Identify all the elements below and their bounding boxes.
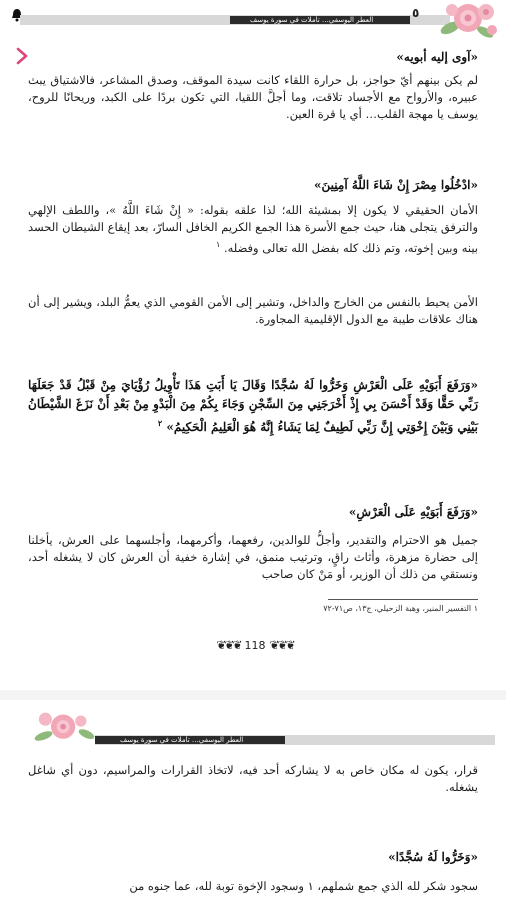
- section-heading: «آوى إليه أبويه»: [396, 50, 478, 64]
- quran-verse: [28, 376, 478, 437]
- header-page-number: ٥: [412, 6, 420, 20]
- page-separator: [0, 690, 506, 700]
- paragraph: قرار، يكون له مكان خاص به لا يشاركه أحد فيه، لاتخاذ القرارات والمراسيم، دون أي شاغل يشغله.: [28, 763, 478, 794]
- leaf-ornament-icon: ❦❦❦: [269, 638, 294, 652]
- next-page-chevron-icon[interactable]: [12, 46, 32, 66]
- header-title: العطر اليوسفي… تأملات في سورة يوسف: [120, 736, 244, 744]
- verse-text: «وَرَفَعَ أَبَوَيْهِ عَلَى الْعَرْشِ وَخَرُّوا لَهُ سُجَّدًا وَقَالَ يَا أَبَتِ هَذَا تَأْوِيلُ رُؤْيَايَ مِنْ قَبْلُ قَدْ جَعَلَهَا رَبِّي حَقًّا وَقَدْ أَحْسَنَ بِي إِذْ أَخْرَجَنِي مِنَ السِّجْنِ وَجَاءَ بِكُمْ مِنَ الْبَدْوِ مِنْ بَعْدِ أَنْ نَزَغَ الشَّيْطَانُ بَيْنِي وَبَيْنَ إِخْوَتِي إِنَّ رَبِّي لَطِيفٌ لِمَا يَشَاءُ إِنَّهُ هُوَ الْعَلِيمُ الْحَكِيمُ»: [28, 378, 478, 434]
- page-number: 118: [244, 638, 266, 652]
- flower-decoration-icon: [430, 0, 500, 45]
- footnote-divider: [328, 599, 478, 600]
- section-heading: «وَرَفَعَ أَبَوَيْهِ عَلَى الْعَرْشِ»: [348, 505, 478, 519]
- paragraph-text: الأمان الحقيقي لا يكون إلا بمشيئة الله؛ لذا علقه بقوله: « إِنْ شَاءَ اللَّهُ »، واللطف الإلهي والترفق يتجلى هنا، حيث جمع الأسرة هذا الجمع الكريم الخافل السارّ، بعد إيقاع الشيطان الحسد بينه وبين إخوته، وتم ذلك كله بفضل الله تعالى وفضله.: [28, 203, 478, 255]
- section-heading: «وَخَرُّوا لَهُ سُجَّدًا»: [388, 850, 478, 864]
- flower-decoration-icon: [32, 708, 98, 750]
- paragraph: [28, 202, 478, 257]
- paragraph: سجود شكر لله الذي جمع شملهم، ١ وسجود الإخوة توبة لله، عما جنوه من: [129, 879, 478, 893]
- footnote-marker[interactable]: ٢: [157, 418, 163, 428]
- page-2: [0, 700, 506, 900]
- footnote: ١ التفسير المنير، وهبة الزحيلي، ج١٣، ص٧١-٧٢: [323, 604, 478, 613]
- header-title: العطر اليوسفي… تأملات في سورة يوسف: [250, 16, 374, 24]
- paragraph: لم يكن بينهم أيّ حواجز، بل حرارة اللقاء كانت سيدة الموقف، وصدق المشاعر، فالاشتياق يبث عبيره، والأرواح مع الأجساد تلاقت، وما أجلَّ اللقيا، التي تكون بردًا على الكبد، وريحانًا للروح، يوسف يا مهجة القلب… أي يا قرة العين.: [28, 73, 478, 121]
- paragraph: الأمن يحيط بالنفس من الخارج والداخل، وتشير إلى الأمن القومي الذي يعمُّ البلد، ويشير إلى أن هناك علاقات طيبة مع الدول الإقليمية المجاورة.: [28, 295, 478, 326]
- page-footer: [200, 637, 310, 653]
- section-heading: «ادْخُلُوا مِصْرَ إِنْ شَاءَ اللَّهُ آمِنِينَ»: [314, 178, 478, 192]
- footnote-marker[interactable]: ١: [216, 240, 221, 249]
- paragraph: جميل هو الاحترام والتقدير، وأجلُّ للوالدين، رفعهما، وأكرمهما، وأجلسهما على العرش، يأخلنا إلى حضارة مزهرة، وأثاث راقٍ، وترتيب منمق، في إشارة خفية أن العرش كان لا يشغله أحد، ونستقي من ذلك أن الوزير، أو مَنْ كان صاحب: [28, 533, 478, 581]
- leaf-ornament-icon: ❦❦❦: [216, 638, 241, 652]
